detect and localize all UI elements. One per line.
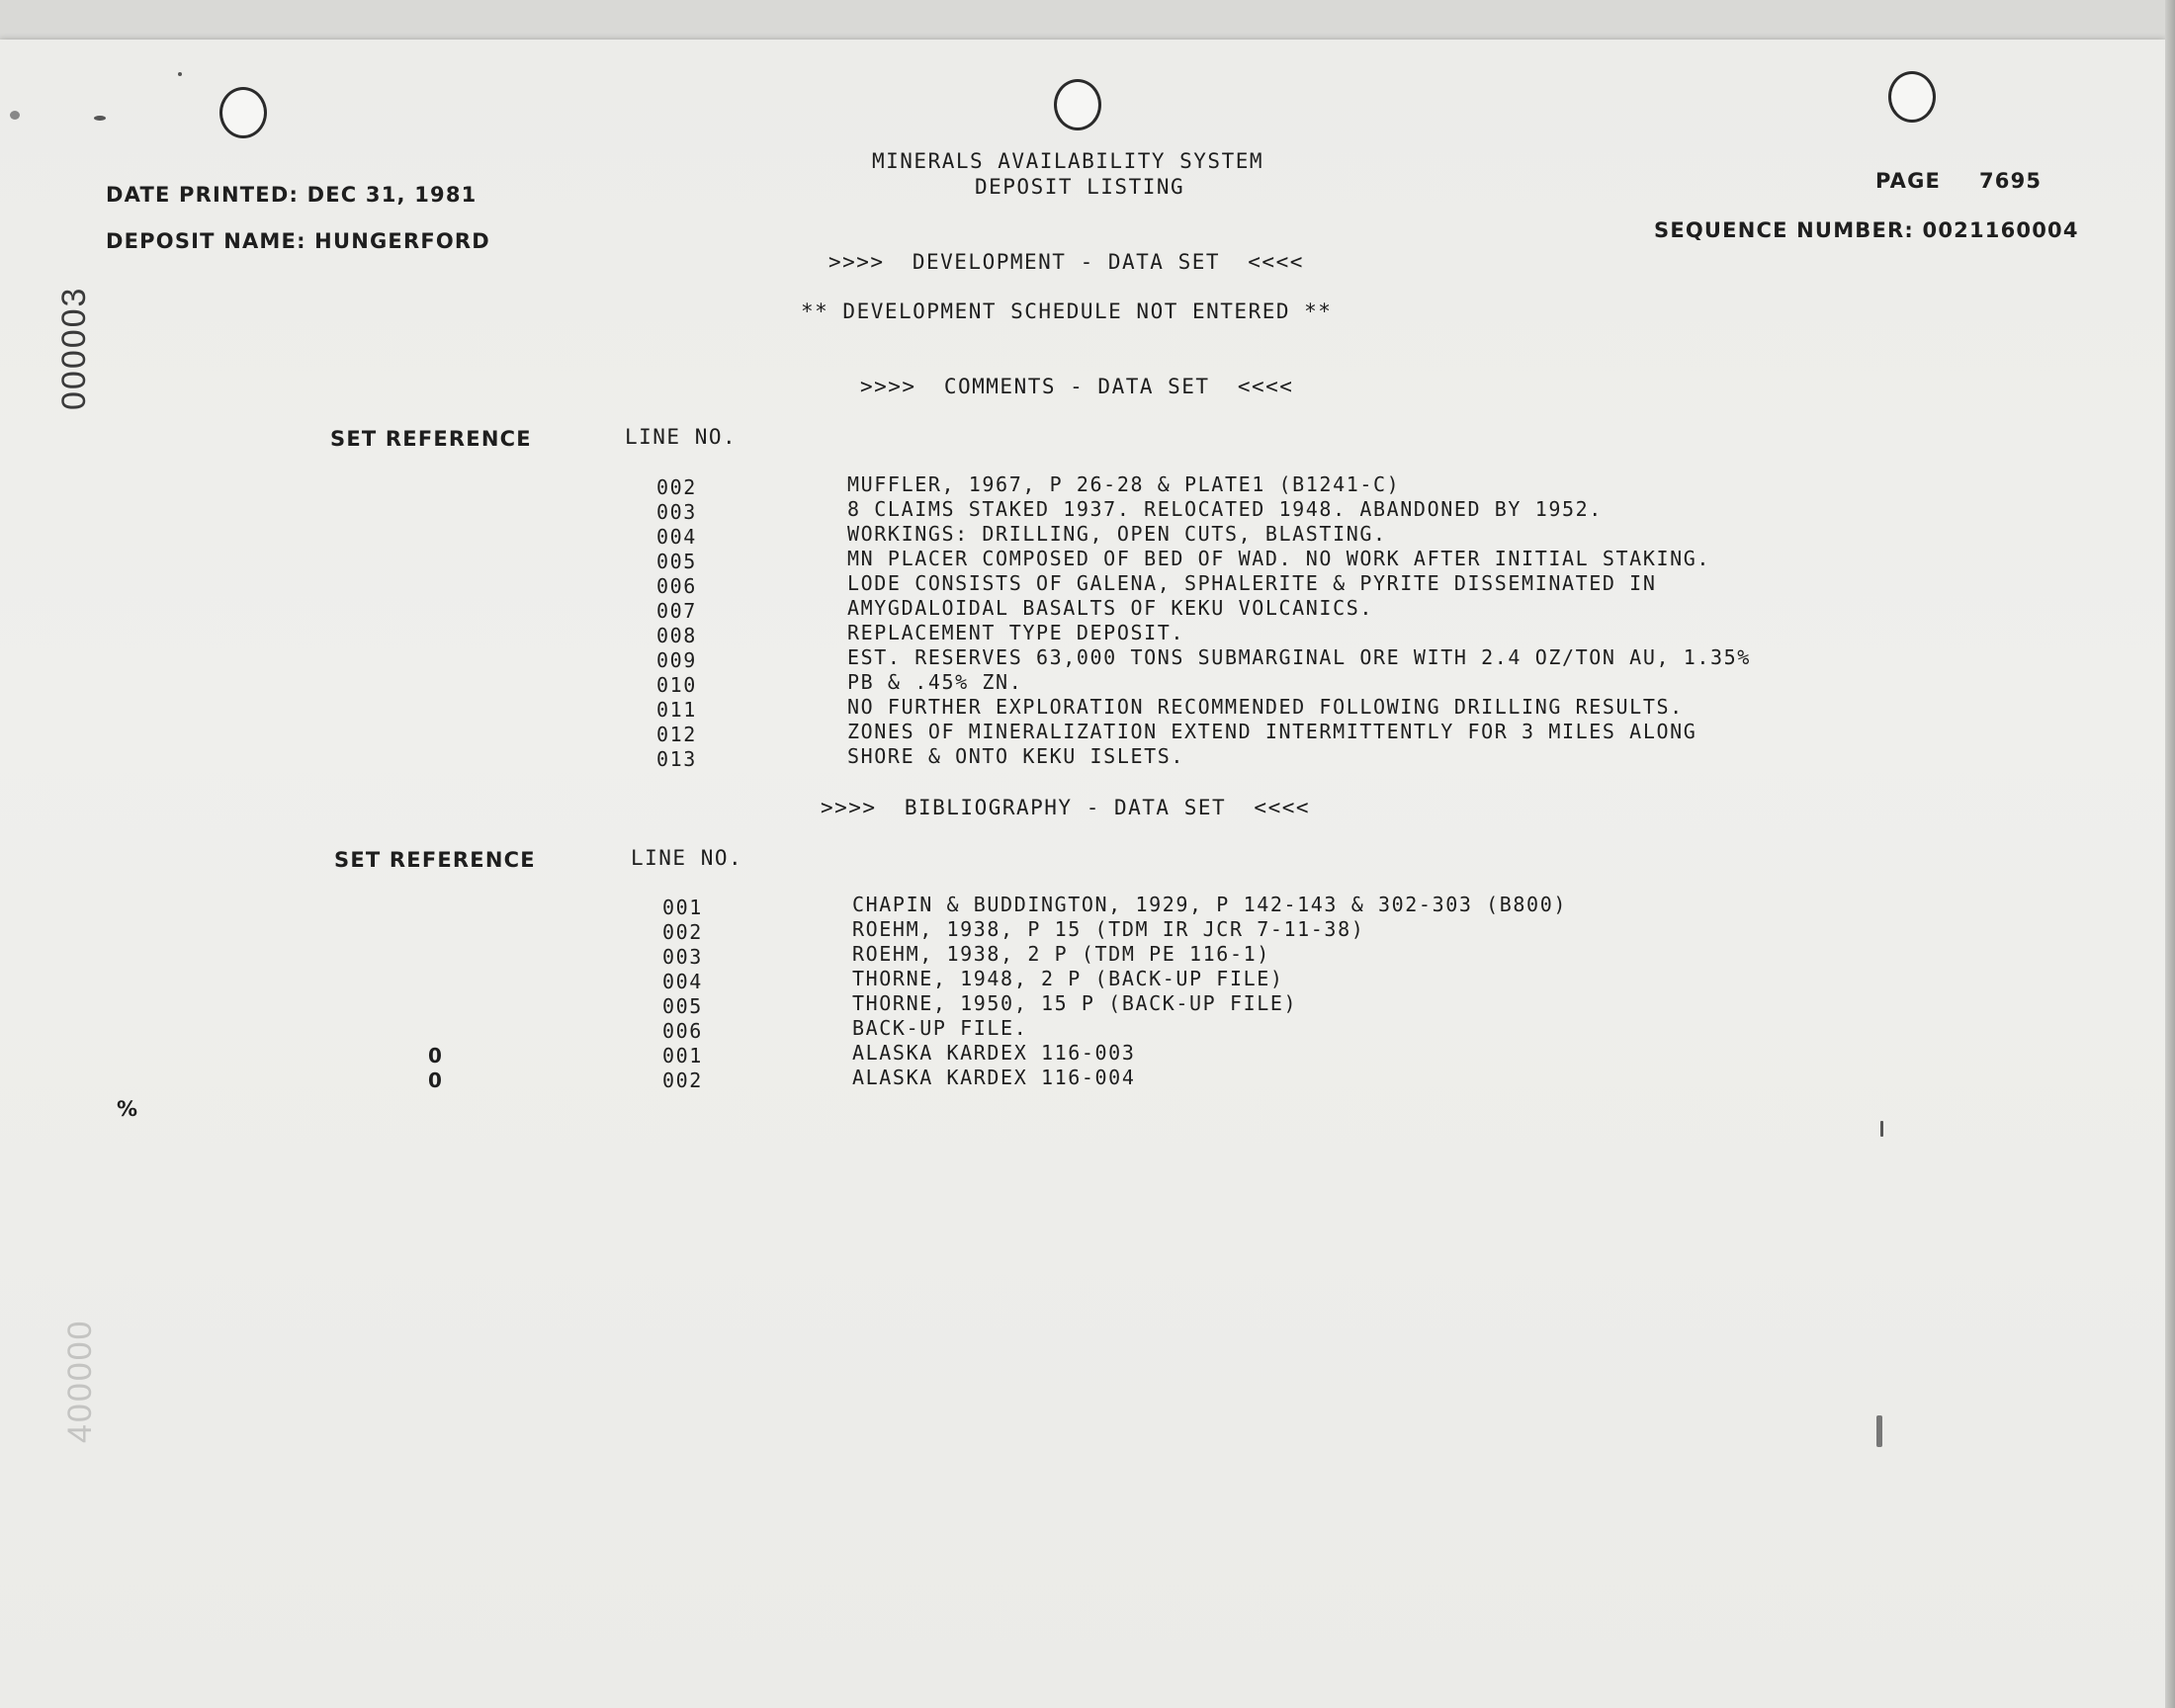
entry-text-cell: REPLACEMENT TYPE DEPOSIT. xyxy=(847,621,1185,644)
entry-text-cell: ALASKA KARDEX 116-003 xyxy=(852,1041,1136,1065)
line-number-cell: 003 xyxy=(656,500,697,524)
entry-text-cell: WORKINGS: DRILLING, OPEN CUTS, BLASTING. xyxy=(847,522,1387,546)
margin-stamp-faint: 400000 xyxy=(61,1319,99,1443)
entry-text-cell: ROEHM, 1938, 2 P (TDM PE 116-1) xyxy=(852,942,1270,966)
ink-speck xyxy=(94,116,106,121)
page-edge-shadow xyxy=(2165,0,2175,1708)
line-number-cell: 002 xyxy=(662,920,703,944)
line-number-cell: 012 xyxy=(656,723,697,746)
ink-speck xyxy=(178,72,182,76)
line-number-cell: 004 xyxy=(662,970,703,993)
page-label: PAGE xyxy=(1875,169,1942,193)
margin-stamp: 000003 xyxy=(55,286,93,410)
entry-text-cell: ALASKA KARDEX 116-004 xyxy=(852,1066,1136,1089)
ink-speck xyxy=(1880,1121,1883,1137)
line-number-cell: 001 xyxy=(662,896,703,919)
page-number: 7695 xyxy=(1979,169,2043,193)
bibliography-col-set-reference: SET REFERENCE xyxy=(334,848,536,872)
entry-text-cell: PB & .45% ZN. xyxy=(847,670,1023,694)
line-number-cell: 006 xyxy=(656,574,697,598)
line-number-cell: 013 xyxy=(656,747,697,771)
ink-speck xyxy=(10,111,20,120)
entry-text-cell: BACK-UP FILE. xyxy=(852,1016,1028,1040)
line-number-cell: 005 xyxy=(662,994,703,1018)
date-printed: DATE PRINTED: DEC 31, 1981 xyxy=(106,183,478,207)
entry-text-cell: ROEHM, 1938, P 15 (TDM IR JCR 7-11-38) xyxy=(852,917,1365,941)
comments-col-set-reference: SET REFERENCE xyxy=(330,427,532,451)
bibliography-heading: >>>> BIBLIOGRAPHY - DATA SET <<<< xyxy=(821,796,1311,819)
printout-page xyxy=(0,40,2165,1708)
entry-text-cell: 8 CLAIMS STAKED 1937. RELOCATED 1948. ABANDONED BY 1952. xyxy=(847,497,1603,521)
line-number-cell: 003 xyxy=(662,945,703,969)
sequence-number: SEQUENCE NUMBER: 0021160004 xyxy=(1654,218,2079,242)
deposit-name: DEPOSIT NAME: HUNGERFORD xyxy=(106,229,490,253)
entry-text-cell: THORNE, 1948, 2 P (BACK-UP FILE) xyxy=(852,967,1284,990)
comments-col-line-no: LINE NO. xyxy=(625,425,738,449)
line-number-cell: 002 xyxy=(656,475,697,499)
comments-heading: >>>> COMMENTS - DATA SET <<<< xyxy=(860,375,1294,398)
entry-text-cell: EST. RESERVES 63,000 TONS SUBMARGINAL ORE WITH 2.4 OZ/TON AU, 1.35% xyxy=(847,645,1751,669)
set-reference-cell: 0 xyxy=(428,1068,444,1092)
line-number-cell: 008 xyxy=(656,624,697,647)
footer-mark: % xyxy=(117,1097,139,1121)
entry-text-cell: LODE CONSISTS OF GALENA, SPHALERITE & PYRITE DISSEMINATED IN xyxy=(847,571,1657,595)
punch-hole-left xyxy=(219,87,267,138)
punch-hole-right xyxy=(1888,71,1936,123)
line-number-cell: 007 xyxy=(656,599,697,623)
development-heading: >>>> DEVELOPMENT - DATA SET <<<< xyxy=(828,250,1304,274)
punch-hole-center xyxy=(1054,79,1101,130)
line-number-cell: 001 xyxy=(662,1044,703,1068)
line-number-cell: 005 xyxy=(656,550,697,573)
entry-text-cell: SHORE & ONTO KEKU ISLETS. xyxy=(847,744,1185,768)
line-number-cell: 011 xyxy=(656,698,697,722)
set-reference-cell: 0 xyxy=(428,1044,444,1068)
line-number-cell: 004 xyxy=(656,525,697,549)
entry-text-cell: THORNE, 1950, 15 P (BACK-UP FILE) xyxy=(852,991,1298,1015)
bibliography-col-line-no: LINE NO. xyxy=(631,846,743,870)
line-number-cell: 006 xyxy=(662,1019,703,1043)
development-note: ** DEVELOPMENT SCHEDULE NOT ENTERED ** xyxy=(801,299,1333,323)
system-title: MINERALS AVAILABILITY SYSTEM xyxy=(872,149,1264,173)
line-number-cell: 009 xyxy=(656,648,697,672)
entry-text-cell: AMYGDALOIDAL BASALTS OF KEKU VOLCANICS. xyxy=(847,596,1373,620)
entry-text-cell: NO FURTHER EXPLORATION RECOMMENDED FOLLOWING DRILLING RESULTS. xyxy=(847,695,1684,719)
line-number-cell: 010 xyxy=(656,673,697,697)
entry-text-cell: ZONES OF MINERALIZATION EXTEND INTERMITTENTLY FOR 3 MILES ALONG xyxy=(847,720,1697,743)
entry-text-cell: CHAPIN & BUDDINGTON, 1929, P 142-143 & 302-303 (B800) xyxy=(852,893,1567,916)
listing-subtitle: DEPOSIT LISTING xyxy=(975,175,1185,199)
line-number-cell: 002 xyxy=(662,1068,703,1092)
entry-text-cell: MN PLACER COMPOSED OF BED OF WAD. NO WORK AFTER INITIAL STAKING. xyxy=(847,547,1711,570)
entry-text-cell: MUFFLER, 1967, P 26-28 & PLATE1 (B1241-C) xyxy=(847,472,1401,496)
ink-speck xyxy=(1876,1415,1882,1447)
